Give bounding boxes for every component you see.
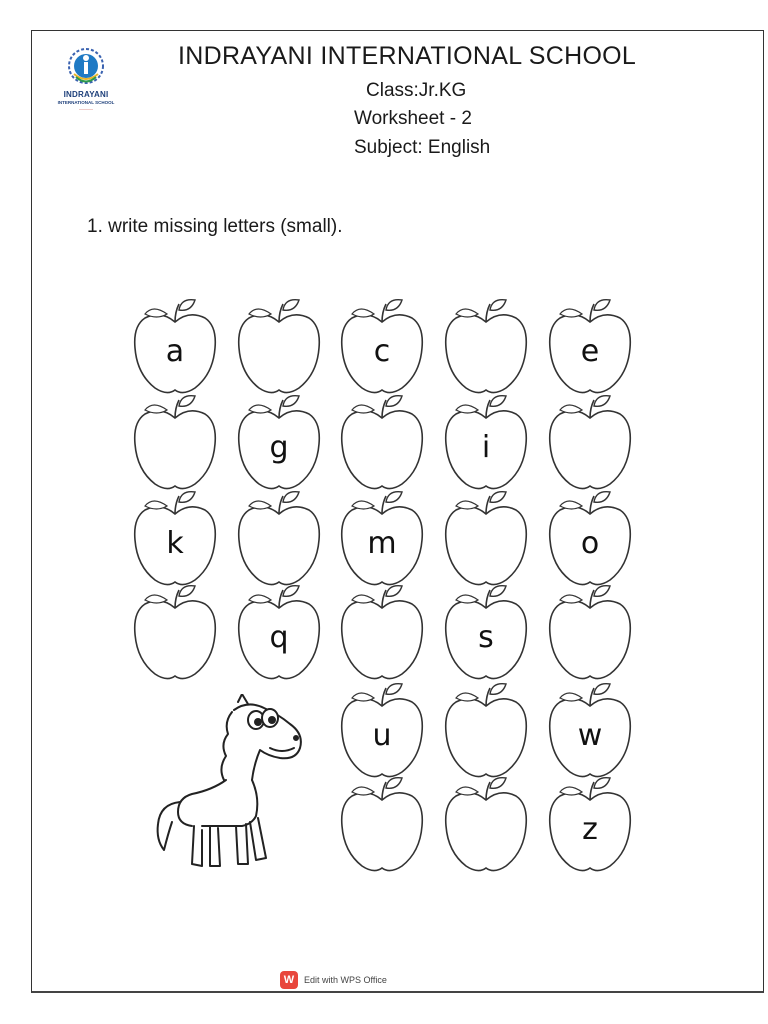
apple-icon [338, 582, 430, 682]
wps-footer-text[interactable]: Edit with WPS Office [304, 975, 387, 985]
apple-letter: g [269, 430, 289, 465]
apple-cell[interactable] [338, 774, 434, 878]
apple-cell[interactable] [131, 488, 227, 592]
apple-cell[interactable] [442, 296, 538, 400]
apple-cell[interactable] [338, 582, 434, 686]
apple-icon [338, 392, 430, 492]
apple-icon [442, 488, 534, 588]
apple-cell[interactable] [546, 680, 642, 784]
apple-cell[interactable] [235, 488, 331, 592]
wps-footer[interactable] [280, 970, 387, 990]
logo-tagline-stroke: ———— [79, 107, 93, 111]
apple-cell[interactable] [338, 392, 434, 496]
apple-icon [546, 392, 638, 492]
apple-cell[interactable] [235, 582, 331, 686]
apple-icon [442, 296, 534, 396]
wps-office-icon[interactable]: W [280, 971, 298, 989]
school-name: INDRAYANI INTERNATIONAL SCHOOL [178, 42, 637, 70]
apple-letter: e [580, 334, 600, 369]
apple-letter: z [582, 812, 598, 847]
apple-letter: q [269, 620, 289, 655]
horse-icon [152, 694, 312, 884]
apple-letter: a [165, 334, 185, 369]
apple-cell[interactable] [131, 582, 227, 686]
worksheet-label: Worksheet - 2 [354, 108, 472, 129]
apple-letter: m [367, 526, 397, 561]
apple-letter: u [372, 718, 392, 753]
apple-icon [546, 582, 638, 682]
apple-cell[interactable] [546, 774, 642, 878]
apple-icon [338, 774, 430, 874]
apple-icon [131, 392, 223, 492]
apple-cell[interactable] [131, 296, 227, 400]
apple-letter: s [478, 620, 494, 655]
apple-icon [442, 680, 534, 780]
apple-cell[interactable] [338, 488, 434, 592]
logo-name: INDRAYANI [63, 90, 109, 99]
apple-cell[interactable] [546, 582, 642, 686]
apple-icon [235, 296, 327, 396]
apple-cell[interactable] [546, 392, 642, 496]
apple-cell[interactable] [546, 296, 642, 400]
subject-label: Subject: English [354, 137, 491, 158]
apple-letter: o [580, 526, 600, 561]
apple-cell[interactable] [442, 582, 538, 686]
apple-cell[interactable] [338, 680, 434, 784]
logo-subtitle: INTERNATIONAL SCHOOL [57, 100, 115, 105]
instruction-text: 1. write missing letters (small). [87, 216, 343, 237]
apple-cell[interactable] [338, 296, 434, 400]
apple-icon [235, 488, 327, 588]
apple-cell[interactable] [235, 392, 331, 496]
apple-cell[interactable] [546, 488, 642, 592]
apple-letter: k [166, 526, 184, 561]
apple-cell[interactable] [442, 774, 538, 878]
apple-cell[interactable] [442, 392, 538, 496]
apple-icon [442, 774, 534, 874]
apple-letter: i [481, 430, 491, 465]
apple-icon [131, 582, 223, 682]
apple-cell[interactable] [131, 392, 227, 496]
apple-cell[interactable] [442, 680, 538, 784]
apple-cell[interactable] [235, 296, 331, 400]
apple-cell[interactable] [442, 488, 538, 592]
apple-letter: c [373, 334, 391, 369]
apple-letter: w [577, 718, 603, 753]
class-label: Class:Jr.KG [366, 80, 467, 101]
